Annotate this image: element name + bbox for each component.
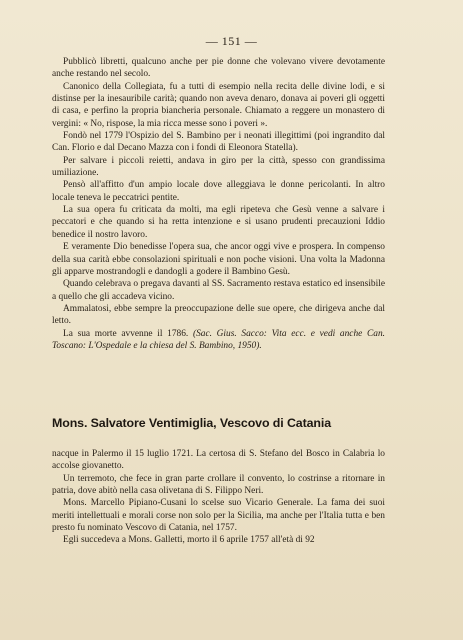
section-heading: Mons. Salvatore Ventimiglia, Vescovo di Catania xyxy=(52,416,332,430)
paragraph-ospizio: Fondò nel 1779 l'Ospizio del S. Bambino per i neonati illegittimi (poi ingrandito dal Can. Florio e dal Decano Mazza con i fondi di Eleonora Statella). xyxy=(52,131,385,154)
paragraph-morte xyxy=(52,328,385,353)
paragraph-reietti: Per salvare i piccoli reietti, andava in giro per la città, spesso con grandissima umiliazione. xyxy=(52,155,385,179)
paragraph-vicario: Mons. Marcello Pipiano-Cusani lo scelse suo Vicario Generale. La fama dei suoi meriti intellettuali e morali corse non solo per la Sicilia, ma anche per l'Italia tutta e ben presto fu nominato Vescovo di Catania, nel 1757. xyxy=(52,498,385,534)
paragraph-estasi: Quando celebrava o pregava davanti al SS. Sacramento restava estatico ed insensibile a quello che gli accadeva vicino. xyxy=(52,279,385,302)
source-reference: (Sac. Gius. Sacco: Vita ecc. e vedi anche Can. Toscano: L'Ospedale e la chiesa del S. Bambino, 1950). xyxy=(52,328,385,351)
paragraph-critica: La sua opera fu criticata da molti, ma egli ripeteva che Gesù venne a salvare i peccatori e che quando si ha retta intenzione e si usano prudenti precauzioni Iddio benedice il nostro lavoro. xyxy=(52,205,385,240)
paragraph-successione: Egli succedeva a Mons. Galletti, morto il 6 aprile 1757 all'età di 92 xyxy=(63,535,315,546)
paragraph-affitto: Pensò all'affitto d'un ampio locale dove alleggiava le donne pericolanti. In altro locale teneva le peccatrici pentite. xyxy=(52,180,385,203)
bottom-text-block xyxy=(52,448,385,547)
paragraph-libretti: Pubblicò libretti, qualcuno anche per pie donne che volevano vivere devotamente anche restando nel secolo. xyxy=(52,57,385,80)
top-text-block xyxy=(52,56,385,352)
paragraph-terremoto: Un terremoto, che fece in gran parte crollare il convento, lo costrinse a ritornare in patria, dove abitò nella casa olivetana di S. Filippo Neri. xyxy=(52,473,385,497)
paragraph-nascita: nacque in Palermo il 15 luglio 1721. La certosa di S. Stefano del Bosco in Calabria lo accolse giovanetto. xyxy=(52,449,385,472)
paragraph-malattia: Ammalatosi, ebbe sempre la preoccupazione delle sue opere, che dirigeva anche dal letto. xyxy=(52,303,385,327)
page-number: — 151 — xyxy=(205,34,258,48)
paragraph-canonico: Canonico della Collegiata, fu a tutti di esempio nella recita delle divine lodi, e si distinse per la inesauribile carità; quando non aveva denaro, donava ai poveri gli oggetti di casa, e perfino la propria biancheria personale. Chiamato a reggere un monastero di vergini: « No, rispose, la mia ricca messe sono i poveri ». xyxy=(52,81,385,129)
death-text: La sua morte avvenne il 1786. xyxy=(63,328,193,339)
paragraph-benedizione: E veramente Dio benedisse l'opera sua, che ancor oggi vive e prospera. In compenso della sua carità ebbe consolazioni spirituali e non poche visioni. Una volta la Madonna gli apparve mostrandogli e dandogli a godere il Bambino Gesù. xyxy=(52,242,385,277)
